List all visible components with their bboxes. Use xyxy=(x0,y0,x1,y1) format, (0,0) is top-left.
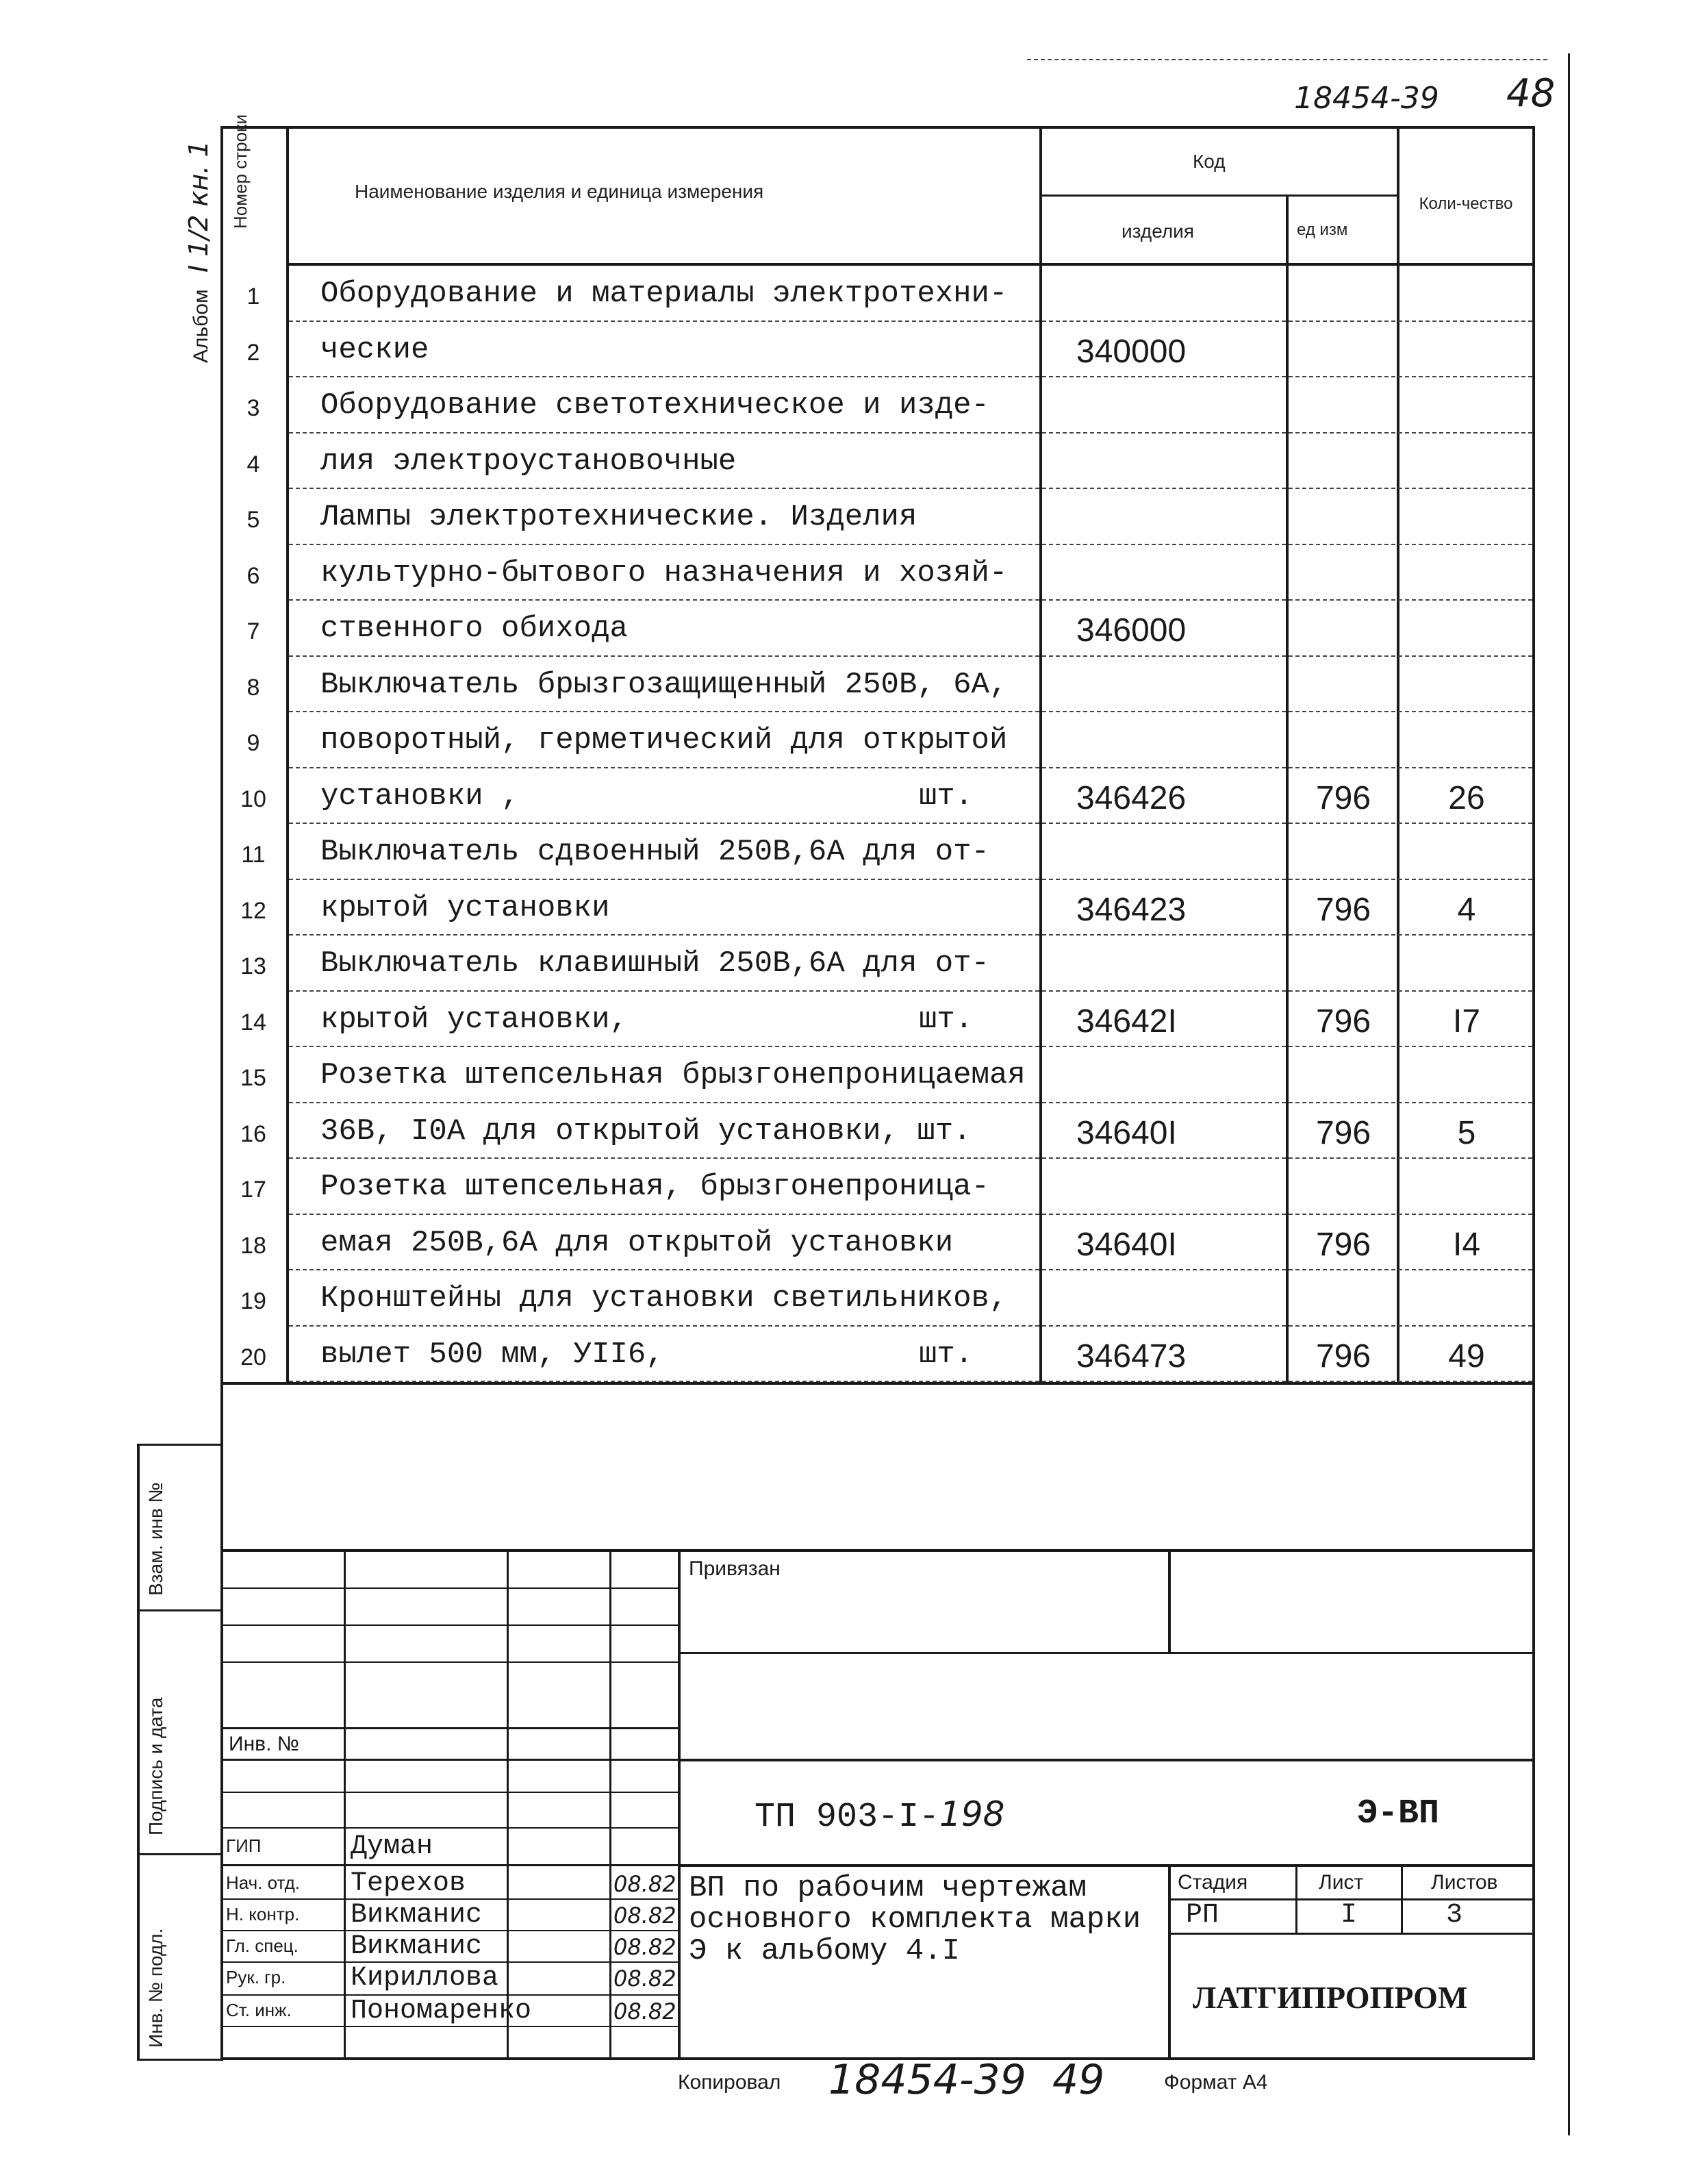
copied-value: 18454-39 49 xyxy=(828,2056,1105,2104)
row-number: 8 xyxy=(246,674,260,701)
row-number: 19 xyxy=(240,1288,266,1314)
row-text: 36В, I0А для открытой установки, шт. xyxy=(320,1114,972,1149)
row-text: Кронштейны для установки светильников, xyxy=(320,1281,1008,1316)
row-number: 16 xyxy=(240,1120,266,1147)
album-value: I 1/2 кн. 1 xyxy=(183,140,214,273)
signature-date: 08.82 xyxy=(613,1871,676,1897)
row-text: Выключатель брызгозащищенный 250В, 6А, xyxy=(320,667,1008,702)
row-text: Розетка штепсельная брызгонепроницаемая xyxy=(320,1058,1026,1092)
row-text: крытой установки, xyxy=(320,1002,628,1037)
row-item-code: 340000 xyxy=(1076,333,1187,370)
doc-number-top: 18454-39 xyxy=(1294,81,1439,116)
table-row xyxy=(220,601,1535,657)
signature-row xyxy=(220,1963,678,1994)
table-row xyxy=(220,880,1535,936)
sheet-label: Лист xyxy=(1319,1871,1364,1894)
doc-code-hand: 198 xyxy=(939,1794,1005,1834)
row-text: поворотный, герметический для открытой xyxy=(320,723,1008,757)
row-text: Выключатель сдвоенный 250В,6А для от- xyxy=(320,835,989,869)
table-row xyxy=(220,657,1535,713)
table-row xyxy=(220,377,1535,434)
row-number: 14 xyxy=(240,1009,266,1035)
signature-role: Н. контр. xyxy=(226,1904,300,1924)
row-unit-word: шт. xyxy=(919,779,974,814)
row-number: 11 xyxy=(241,842,266,868)
table-row xyxy=(220,936,1535,992)
row-number: 6 xyxy=(246,562,260,589)
signature-name: Пономаренко xyxy=(351,1996,532,2026)
table-row xyxy=(220,824,1535,880)
signature-role: Ст. инж. xyxy=(226,2000,292,2020)
row-number: 10 xyxy=(240,786,266,812)
row-unit-code: 796 xyxy=(1315,1003,1371,1040)
sheets-value: 3 xyxy=(1446,1900,1463,1931)
row-text: вылет 500 мм, УII6, xyxy=(320,1337,664,1372)
signature-row xyxy=(220,1931,678,1963)
signature-name: Думан xyxy=(351,1831,433,1862)
signature-role: Рук. гр. xyxy=(226,1967,286,1987)
row-number: 15 xyxy=(240,1065,266,1091)
table-row xyxy=(220,1159,1535,1215)
row-quantity: 26 xyxy=(1448,779,1485,816)
description-line-2: основного комплекта марки xyxy=(689,1903,1141,1937)
signature-date: 08.82 xyxy=(613,1934,676,1960)
stamp-inv-podl: Инв. № подл. xyxy=(145,1928,166,2048)
row-quantity: I7 xyxy=(1452,1003,1481,1040)
row-item-code: 34642I xyxy=(1076,1003,1177,1040)
row-item-code: 346423 xyxy=(1076,891,1187,928)
signature-name: Кириллова xyxy=(351,1963,499,1994)
col-code-item: изделия xyxy=(1122,221,1194,242)
table-row xyxy=(220,322,1535,378)
col-row-number: Номер строки xyxy=(230,114,251,229)
row-item-code: 346473 xyxy=(1076,1338,1187,1375)
col-code-unit: ед изм xyxy=(1297,221,1348,239)
row-text: ческие xyxy=(320,332,429,367)
table-row xyxy=(220,1103,1535,1159)
signature-date: 08.82 xyxy=(613,1966,676,1992)
row-text: крытой установки xyxy=(320,890,610,925)
row-text: установки , xyxy=(320,779,520,814)
stamp-vzam: Взам. инв № xyxy=(145,1482,166,1596)
table-row xyxy=(220,489,1535,545)
row-number: 13 xyxy=(240,953,266,979)
row-text: ственного обихода xyxy=(320,612,628,646)
signature-date: 08.82 xyxy=(613,1903,676,1929)
col-code: Код xyxy=(1193,151,1226,172)
signature-name: Викманис xyxy=(351,1931,483,1962)
doc-code-typed: ТП 903-I- xyxy=(755,1798,940,1837)
row-text: Розетка штепсельная, брызгонепроница- xyxy=(320,1170,989,1204)
organization: ЛАТГИПРОПРОМ xyxy=(1193,1980,1468,2015)
row-quantity: I4 xyxy=(1452,1226,1481,1263)
page-number: 48 xyxy=(1506,71,1556,116)
row-text: культурно-бытового назначения и хозяй- xyxy=(320,555,1008,590)
stage-value: РП xyxy=(1186,1900,1219,1931)
row-number: 1 xyxy=(246,284,260,310)
stage-label: Стадия xyxy=(1178,1871,1248,1894)
stamp-podpis: Подпись и дата xyxy=(145,1697,166,1835)
row-unit-code: 796 xyxy=(1315,891,1371,928)
doc-code xyxy=(755,1794,1004,1837)
mark-code: Э-ВП xyxy=(1357,1794,1440,1833)
format-label: Формат А4 xyxy=(1164,2071,1268,2094)
row-unit-code: 796 xyxy=(1315,1114,1371,1151)
table-row xyxy=(220,1270,1535,1327)
table-row xyxy=(220,545,1535,601)
signature-row xyxy=(220,1831,678,1863)
description-line-1: ВП по рабочим чертежам xyxy=(689,1871,1087,1905)
row-unit-word: шт. xyxy=(919,1002,974,1037)
row-quantity: 49 xyxy=(1448,1338,1485,1375)
row-number: 3 xyxy=(246,395,260,421)
signature-role: ГИП xyxy=(226,1835,262,1856)
row-number: 2 xyxy=(246,339,260,366)
row-text: Лампы электротехнические. Изделия xyxy=(320,500,917,534)
row-text: Выключатель клавишный 250В,6А для от- xyxy=(320,946,989,981)
row-text: емая 250В,6А для открытой установки xyxy=(320,1225,954,1260)
row-number: 12 xyxy=(240,897,266,924)
copied-label: Копировал xyxy=(678,2071,781,2094)
album-label-text: Альбом xyxy=(190,289,212,363)
row-number: 18 xyxy=(240,1232,266,1259)
table-row xyxy=(220,992,1535,1048)
signature-row xyxy=(220,1868,678,1900)
row-item-code: 34640I xyxy=(1076,1226,1177,1263)
row-item-code: 34640I xyxy=(1076,1114,1177,1151)
signature-name: Терехов xyxy=(351,1868,466,1899)
row-number: 20 xyxy=(240,1344,266,1370)
signature-row xyxy=(220,1900,678,1931)
row-text: Оборудование и материалы электротехни- xyxy=(320,277,1008,311)
row-unit-code: 796 xyxy=(1315,1338,1371,1375)
row-item-code: 346000 xyxy=(1076,612,1187,649)
row-text: Оборудование светотехническое и изде- xyxy=(320,388,989,423)
album-label xyxy=(183,140,214,363)
title-block xyxy=(220,1385,1535,2060)
signature-row xyxy=(220,1996,678,2027)
row-number: 9 xyxy=(246,730,260,756)
description-line-3: Э к альбому 4.I xyxy=(689,1934,961,1968)
specification-table xyxy=(220,114,1535,1385)
row-unit-code: 796 xyxy=(1315,1226,1371,1263)
signature-role: Нач. отд. xyxy=(226,1872,300,1893)
sheets-label: Листов xyxy=(1431,1871,1498,1894)
table-row xyxy=(220,712,1535,768)
row-unit-word: шт. xyxy=(919,1337,974,1372)
inv-no-label: Инв. № xyxy=(229,1733,299,1755)
signature-date: 08.82 xyxy=(613,1998,676,2024)
table-row xyxy=(220,434,1535,490)
col-name: Наименование изделия и единица измерения xyxy=(355,181,764,202)
row-quantity: 5 xyxy=(1457,1114,1476,1151)
table-row xyxy=(220,266,1535,322)
row-number: 7 xyxy=(246,618,260,644)
row-number: 4 xyxy=(246,451,260,477)
table-row xyxy=(220,768,1535,825)
row-number: 5 xyxy=(246,507,260,533)
signature-role: Гл. спец. xyxy=(226,1935,299,1956)
sheet-value: I xyxy=(1341,1900,1358,1931)
row-number: 17 xyxy=(240,1177,266,1203)
col-qty: Коли-чество xyxy=(1419,194,1513,213)
privyazan-label: Привязан xyxy=(689,1557,781,1580)
row-unit-code: 796 xyxy=(1315,779,1371,816)
signature-name: Викманис xyxy=(351,1900,483,1931)
table-row xyxy=(220,1215,1535,1271)
row-item-code: 346426 xyxy=(1076,779,1187,816)
row-text: лия электроустановочные xyxy=(320,444,737,479)
row-quantity: 4 xyxy=(1457,891,1476,928)
table-row xyxy=(220,1047,1535,1103)
table-row xyxy=(220,1327,1535,1383)
